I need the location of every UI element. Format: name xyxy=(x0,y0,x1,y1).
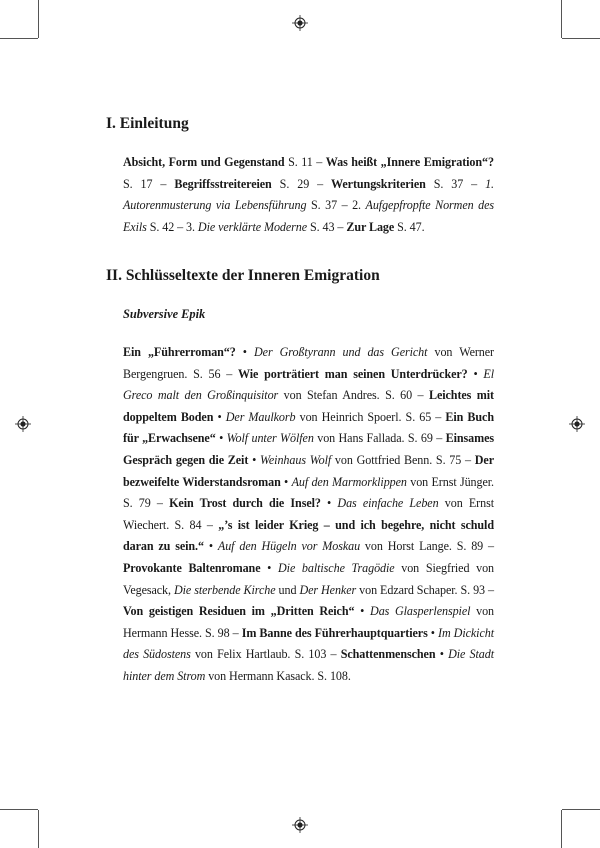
entry-text: • xyxy=(235,345,254,359)
entry-text: • xyxy=(435,647,449,662)
work-title: Weinhaus Wolf xyxy=(260,452,332,467)
entry-text: S. 47. xyxy=(394,219,425,234)
entry-text: • xyxy=(213,409,226,424)
registration-mark-bottom-icon xyxy=(292,817,308,833)
crop-mark-bottom-right-h xyxy=(562,809,600,810)
entry-text: S. 42 – 3. xyxy=(146,219,198,234)
work-title: Die sterbende Kirche xyxy=(173,582,276,597)
work-title: Auf den Hügeln vor Moskau xyxy=(217,539,361,554)
work-title: Die Stadt hinter dem Strom xyxy=(123,647,494,683)
entry-text: • xyxy=(260,560,279,575)
entry-title: Wertungskriterien xyxy=(331,176,426,191)
registration-mark-right-icon xyxy=(569,416,585,432)
entry-title: Der bezweifelte Widerstandsroman xyxy=(123,452,494,489)
entry-text: von Hans Fallada. S. 69 – xyxy=(313,431,446,446)
entry-title: „’s ist leider Krieg – und ich begehre, nicht schuld daran zu sein.“ xyxy=(123,517,494,554)
entry-text: von Gottfried Benn. S. 75 – xyxy=(331,452,475,467)
entry-title: Was heißt „Innere Emigration“? xyxy=(325,155,494,169)
entry-text: • xyxy=(427,625,438,640)
work-title: Auf den Marmorklippen xyxy=(291,474,407,489)
crop-mark-top-left-v xyxy=(38,0,39,38)
entry-title: Wie porträtiert man seinen Unterdrücker? xyxy=(237,366,468,381)
entry-text: von Hermann Hesse. S. 98 – xyxy=(123,604,494,640)
work-title: Der Henker xyxy=(299,582,357,597)
crop-mark-bottom-left-v xyxy=(38,810,39,848)
entry-text: S. 17 – xyxy=(123,176,175,191)
entry-text: • xyxy=(467,366,484,381)
entry-title: Von geistigen Residuen im „Dritten Reich“ xyxy=(123,604,355,619)
work-title: Im Dickicht des Südostens xyxy=(123,625,494,662)
entry-text: von Ernst Wiechert. S. 84 – xyxy=(123,496,494,532)
entry-text: S. 37 – xyxy=(425,176,486,191)
work-title: Das einfache Leben xyxy=(337,496,439,511)
entry-text: von Ernst Jünger. S. 79 – xyxy=(123,474,494,511)
entry-title: Leichtes mit doppeltem Boden xyxy=(123,388,494,424)
toc-paragraph xyxy=(123,152,494,238)
work-title: Der Großtyrann und das Gericht xyxy=(254,345,428,359)
crop-mark-top-right-h xyxy=(562,38,600,39)
section-heading: II. Schlüsseltexte der Inneren Emigration xyxy=(106,267,380,284)
entry-title: Kein Trost durch die Insel? xyxy=(169,496,321,511)
section-heading: I. Einleitung xyxy=(106,115,189,132)
registration-mark-left-icon xyxy=(15,416,31,432)
entry-title: Einsames Gespräch gegen die Zeit xyxy=(123,431,495,467)
entry-text: von Siegfried von Vegesack, xyxy=(123,560,495,597)
work-title: El Greco malt den Großinquisitor xyxy=(123,366,494,403)
entry-text: S. 43 – xyxy=(307,219,347,234)
entry-text: von Werner Bergengruen. S. 56 – xyxy=(123,345,495,381)
crop-mark-top-right-v xyxy=(561,0,562,38)
crop-mark-bottom-left-h xyxy=(0,809,38,810)
entry-text: • xyxy=(354,604,371,619)
entry-text: S. 37 – 2. xyxy=(306,198,366,213)
work-title: Wolf unter Wölfen xyxy=(226,431,314,446)
entry-text: von Stefan Andres. S. 60 – xyxy=(278,388,429,403)
entry-text: • xyxy=(248,452,261,467)
entry-text: S. 29 – xyxy=(271,176,332,191)
work-title: Das Glasperlenspiel xyxy=(370,604,471,619)
entry-text: S. 11 – xyxy=(284,155,326,169)
section-schluesseltexte xyxy=(106,266,494,688)
work-title: Die baltische Tragödie xyxy=(278,560,395,575)
work-title: Der Maulkorb xyxy=(225,409,296,424)
entry-text: • xyxy=(203,539,218,554)
entry-title: Im Banne des Führerhauptquartiers xyxy=(241,625,428,640)
entry-text: von Hermann Kasack. S. 108. xyxy=(205,668,351,683)
entry-text: • xyxy=(280,474,292,489)
entry-text: von Heinrich Spoerl. S. 65 – xyxy=(295,409,446,424)
entry-title: Zur Lage xyxy=(346,219,395,234)
entry-title: Ein Buch für „Erwachsene“ xyxy=(123,409,494,446)
entry-text: von Edzard Schaper. S. 93 – xyxy=(356,582,494,597)
crop-mark-top-left-h xyxy=(0,38,38,39)
entry-title: Provokante Baltenromane xyxy=(123,560,261,575)
entry-title: Schattenmenschen xyxy=(340,647,436,662)
entry-text: von Horst Lange. S. 89 – xyxy=(360,539,494,554)
crop-mark-bottom-right-v xyxy=(561,810,562,848)
work-title: 1. Autorenmusterung via Lebensführung xyxy=(123,176,495,213)
subsection-heading: Subversive Epik xyxy=(123,307,206,321)
entry-text: • xyxy=(320,496,338,511)
registration-mark-top-icon xyxy=(292,15,308,31)
section-einleitung xyxy=(106,114,494,238)
work-title: Die verklärte Moderne xyxy=(197,219,308,234)
entry-title: Ein „Führerroman“? xyxy=(123,345,236,359)
toc-paragraph xyxy=(123,342,494,688)
entry-title: Begriffsstreitereien xyxy=(174,176,272,191)
work-title: Aufgepfropfte Normen des Exils xyxy=(123,198,494,234)
entry-text: und xyxy=(275,582,300,597)
entry-text: • xyxy=(215,431,227,446)
entry-text: von Felix Hartlaub. S. 103 – xyxy=(190,647,341,662)
entry-title: Absicht, Form und Gegenstand xyxy=(123,155,285,169)
